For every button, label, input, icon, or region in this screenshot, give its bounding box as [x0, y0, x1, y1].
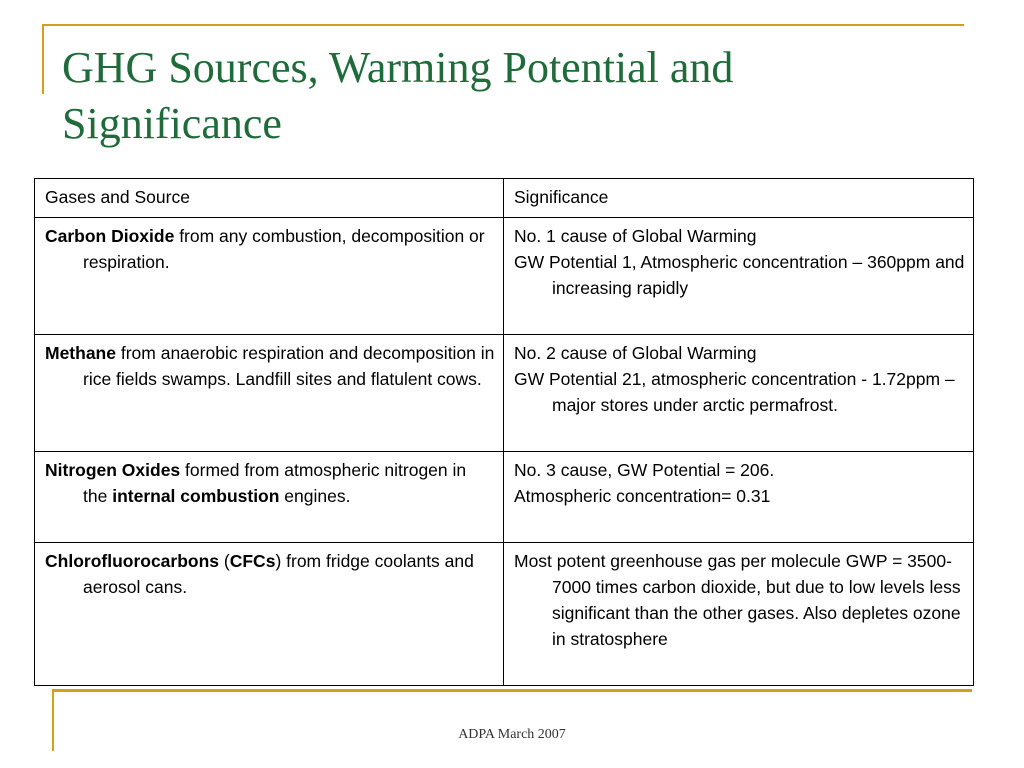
- gas-source-bold: internal combustion: [112, 486, 280, 506]
- significance-cell: [504, 543, 974, 686]
- gas-paren-open: (: [219, 551, 230, 571]
- gas-source-text: engines.: [279, 486, 351, 506]
- significance-line: GW Potential 1, Atmospheric concentration – 360ppm and increasing rapidly: [514, 252, 965, 298]
- gas-abbreviation: CFCs: [229, 551, 276, 571]
- significance-cell: [504, 452, 974, 543]
- header-gases-and-source: Gases and Source: [35, 179, 504, 218]
- ghg-table: [34, 178, 974, 686]
- gas-source-text: from anaerobic respiration and decomposition in rice fields swamps. Landfill sites and flatulent cows.: [83, 343, 495, 389]
- table-row: [35, 335, 974, 452]
- left-accent-line: [42, 24, 44, 94]
- slide-title: GHG Sources, Warming Potential and Significance: [62, 43, 734, 148]
- gas-source-cell: [35, 335, 504, 452]
- significance-line: GW Potential 21, atmospheric concentration - 1.72ppm – major stores under arctic permafrost.: [514, 369, 955, 415]
- bottom-accent-line: [52, 689, 972, 692]
- significance-line: No. 1 cause of Global Warming: [514, 226, 757, 246]
- gas-source-cell: [35, 543, 504, 686]
- significance-line: Atmospheric concentration= 0.31: [514, 486, 771, 506]
- table-row: [35, 543, 974, 686]
- gas-source-cell: [35, 452, 504, 543]
- slide-footer: ADPA March 2007: [458, 727, 566, 742]
- significance-cell: [504, 218, 974, 335]
- gas-source-text: ) from fridge coolants and aerosol cans.: [83, 551, 474, 597]
- gas-name: Carbon Dioxide: [45, 226, 175, 246]
- table-row: [35, 452, 974, 543]
- gas-source-text: formed from atmospheric nitrogen in the: [83, 460, 467, 506]
- gas-source-cell: [35, 218, 504, 335]
- table-row: [35, 218, 974, 335]
- table-header-row: [35, 179, 974, 218]
- header-significance: Significance: [504, 179, 974, 218]
- significance-line: Most potent greenhouse gas per molecule GWP = 3500-7000 times carbon dioxide, but due to low levels less significant than the other gases. Also depletes ozone in stratosphere: [514, 551, 961, 649]
- significance-line: No. 3 cause, GW Potential = 206.: [514, 460, 775, 480]
- significance-line: No. 2 cause of Global Warming: [514, 343, 757, 363]
- gas-name: Nitrogen Oxides: [45, 460, 181, 480]
- top-accent-line: [42, 24, 964, 26]
- gas-name: Methane: [45, 343, 116, 363]
- gas-source-text: from any combustion, decomposition or respiration.: [83, 226, 485, 272]
- gas-name: Chlorofluorocarbons: [45, 551, 220, 571]
- significance-cell: [504, 335, 974, 452]
